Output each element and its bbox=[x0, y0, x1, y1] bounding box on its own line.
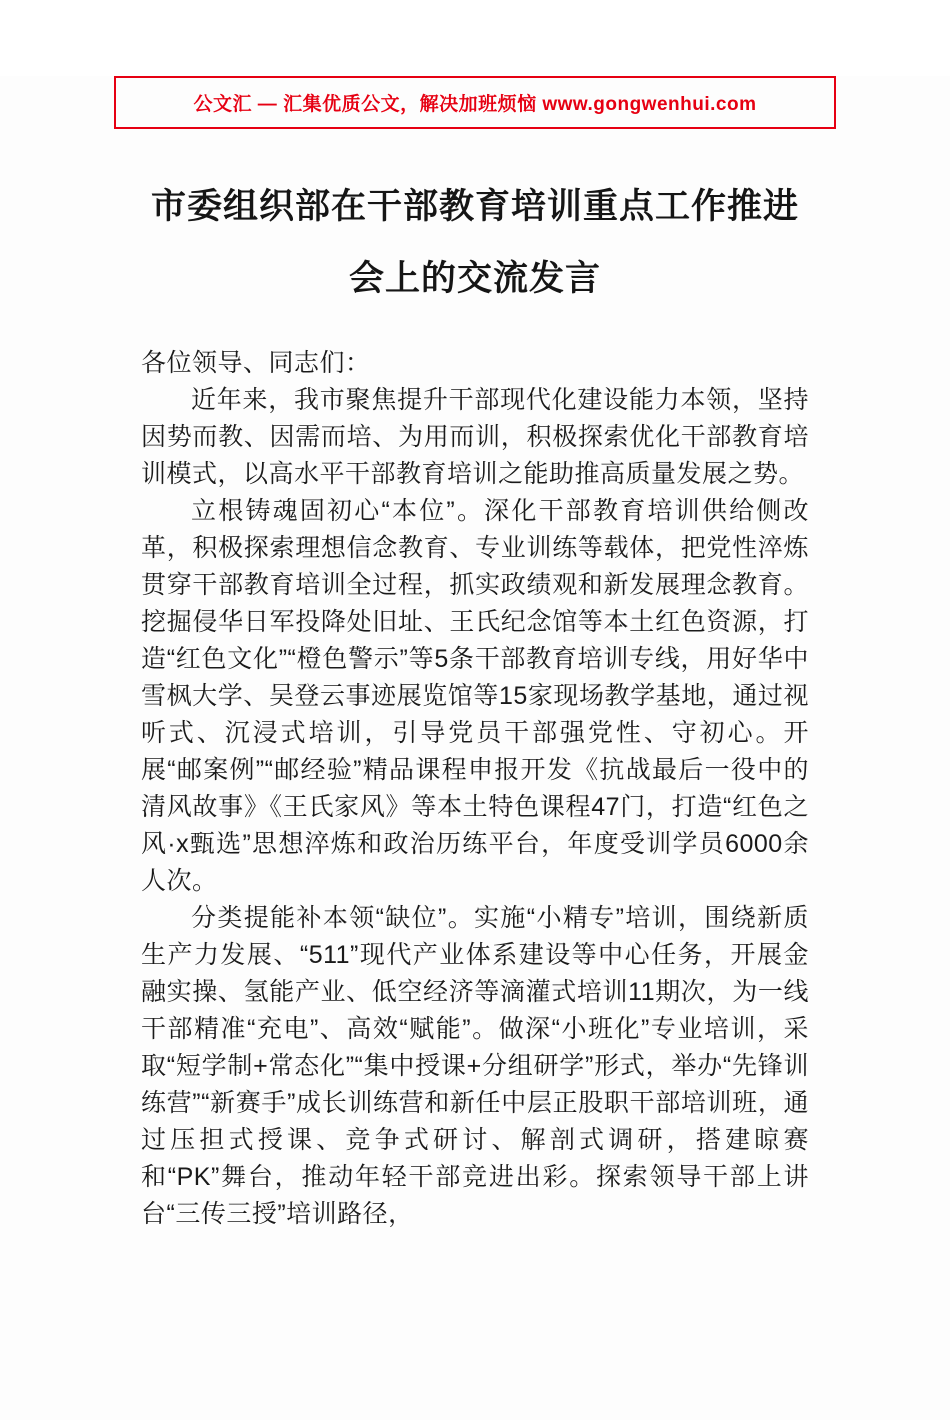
document-title-line1: 市委组织部在干部教育培训重点工作推进 bbox=[150, 187, 799, 226]
paragraph-intro: 近年来，我市聚焦提升干部现代化建设能力本领，坚持因势而教、因需而培、为用而训，积极探索优化干部教育培训模式，以高水平干部教育培训之能助推高质量发展之势。 bbox=[141, 386, 809, 488]
document-title-line2: 会上的交流发言 bbox=[348, 259, 601, 298]
document-body bbox=[141, 345, 809, 1233]
site-banner-text: 公文汇 — 汇集优质公文，解决加班烦恼 www.gongwenhui.com bbox=[193, 94, 757, 115]
site-banner bbox=[114, 76, 836, 129]
document-title bbox=[125, 171, 825, 315]
document-page bbox=[0, 76, 950, 1420]
paragraph-benwei: 立根铸魂固初心“本位”。深化干部教育培训供给侧改革，积极探索理想信念教育、专业训练等载体，把党性淬炼贯穿干部教育培训全过程，抓实政绩观和新发展理念教育。挖掘侵华日军投降处旧址、王氏纪念馆等本土红色资源，打造“红色文化”“橙色警示”等5条干部教育培训专线，用好华中雪枫大学、吴登云事迹展览馆等15家现场教学基地，通过视听式、沉浸式培训，引导党员干部强党性、守初心。开展“邮案例”“邮经验”精品课程申报开发《抗战最后一役中的清风故事》《王氏家风》等本土特色课程47门，打造“红色之风·x甄选”思想淬炼和政治历练平台，年度受训学员6000余人次。 bbox=[141, 497, 809, 895]
salutation: 各位领导、同志们： bbox=[141, 349, 371, 377]
paragraph-quewei: 分类提能补本领“缺位”。实施“小精专”培训，围绕新质生产力发展、“511”现代产业体系建设等中心任务，开展金融实操、氢能产业、低空经济等滴灌式培训11期次，为一线干部精准“充电”、高效“赋能”。做深“小班化”专业培训，采取“短学制+常态化”“集中授课+分组研学”形式，举办“先锋训练营”“新赛手”成长训练营和新任中层正股职干部培训班，通过压担式授课、竞争式研讨、解剖式调研，搭建晾赛和“PK”舞台，推动年轻干部竞进出彩。探索领导干部上讲台“三传三授”培训路径， bbox=[141, 904, 809, 1228]
